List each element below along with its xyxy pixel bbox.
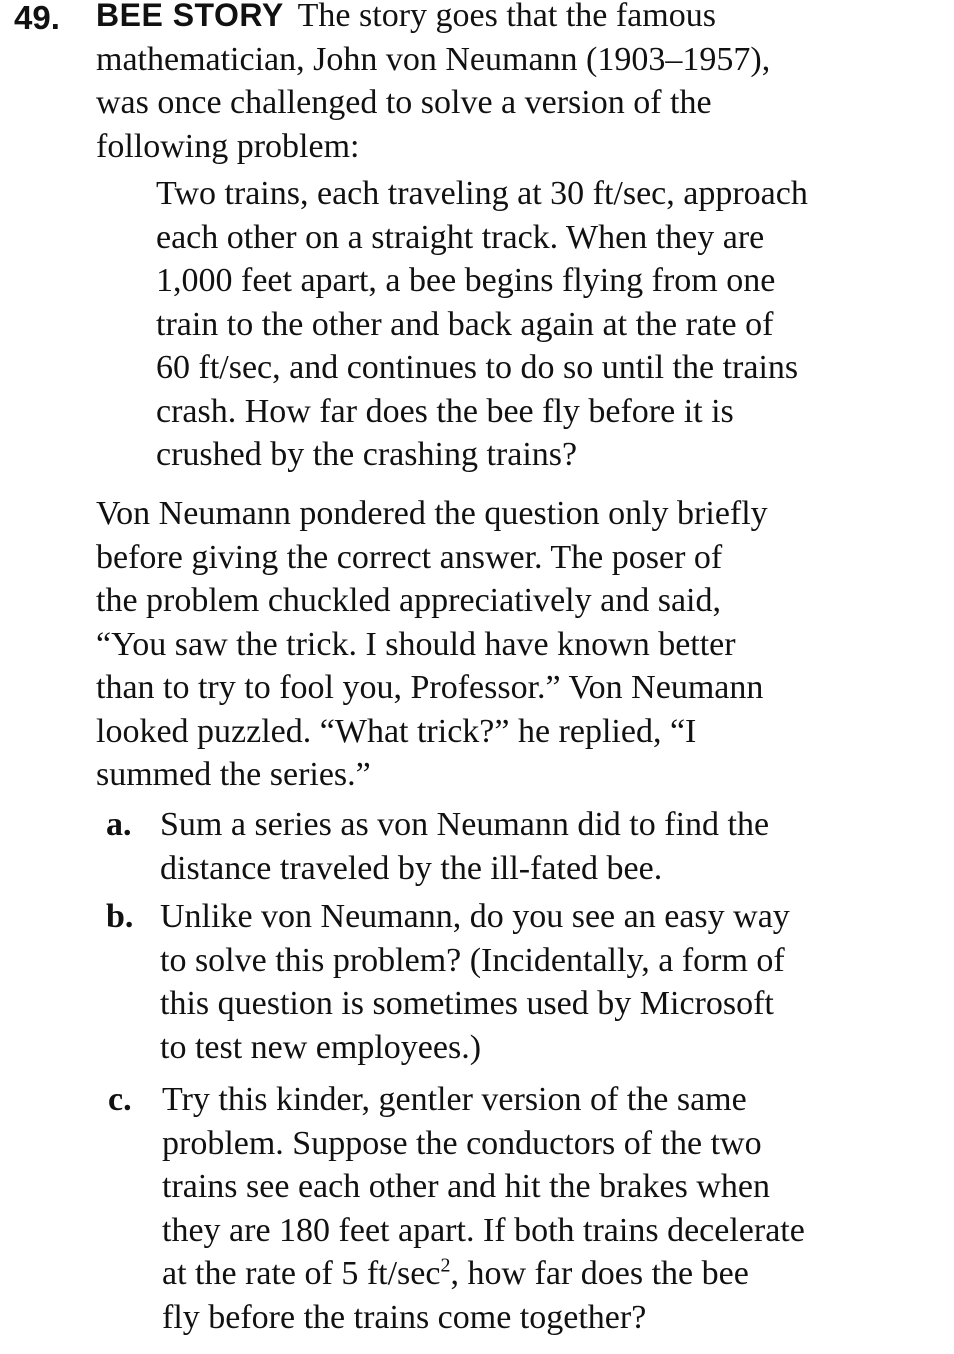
problem-title: BEE STORY <box>96 0 284 33</box>
part-c-line-5-end: , how far does the bee <box>450 1255 749 1292</box>
part-c-line-6: fly before the trains come together? <box>162 1298 647 1336</box>
part-a-label: a. <box>106 806 132 843</box>
intro-line-1-text: The story goes that the famous <box>297 0 716 34</box>
part-b-line-2: to solve this problem? (Incidentally, a form of <box>160 941 785 979</box>
part-c-line-4: they are 180 feet apart. If both trains decelerate <box>162 1211 805 1249</box>
story-line-5: than to try to fool you, Professor.” Von Neumann <box>96 669 764 706</box>
problem-quote <box>156 172 808 477</box>
part-b-line-1: Unlike von Neumann, do you see an easy way <box>160 898 790 935</box>
problem-number: 49. <box>14 0 60 36</box>
part-b-line-4: to test new employees.) <box>160 1028 482 1066</box>
quote-line-1: Two trains, each traveling at 30 ft/sec, approach <box>156 175 808 212</box>
intro-line-2: mathematician, John von Neumann (1903–1957), <box>96 40 771 78</box>
squared-exponent: 2 <box>440 1254 451 1277</box>
quote-line-7: crushed by the crashing trains? <box>156 436 578 473</box>
story-line-4: “You saw the trick. I should have known better <box>96 625 736 663</box>
part-b-line-3: this question is sometimes used by Microsoft <box>160 985 774 1022</box>
story-line-2: before giving the correct answer. The poser of <box>96 538 723 576</box>
story-line-7: summed the series.” <box>96 756 371 793</box>
part-c-line-2: problem. Suppose the conductors of the two <box>162 1124 762 1162</box>
problem-intro <box>96 0 770 168</box>
part-a-line-2: distance traveled by the ill-fated bee. <box>160 849 663 887</box>
part-c <box>108 1078 805 1339</box>
intro-line-4: following problem: <box>96 127 360 165</box>
part-a <box>106 803 770 890</box>
intro-line-1 <box>96 0 770 38</box>
quote-line-2: each other on a straight track. When they are <box>156 218 765 256</box>
part-b-label: b. <box>106 898 134 935</box>
story-line-1: Von Neumann pondered the question only briefly <box>96 495 768 532</box>
part-c-line-5 <box>162 1252 805 1296</box>
quote-line-6: crash. How far does the bee fly before it is <box>156 392 734 430</box>
part-c-line-1: Try this kinder, gentler version of the same <box>162 1081 747 1118</box>
story-line-3: the problem chuckled appreciatively and said, <box>96 582 721 619</box>
story-paragraph <box>96 492 768 797</box>
part-b <box>106 895 790 1069</box>
part-c-line-5-start: at the rate of 5 ft/sec <box>162 1255 441 1292</box>
part-a-line-1: Sum a series as von Neumann did to find the <box>160 806 770 843</box>
quote-line-4: train to the other and back again at the rate of <box>156 305 774 343</box>
story-line-6: looked puzzled. “What trick?” he replied, “I <box>96 712 697 750</box>
part-c-line-3: trains see each other and hit the brakes when <box>162 1168 770 1205</box>
intro-line-3: was once challenged to solve a version of the <box>96 84 712 121</box>
quote-line-5: 60 ft/sec, and continues to do so until the trains <box>156 349 799 386</box>
quote-line-3: 1,000 feet apart, a bee begins flying from one <box>156 262 776 299</box>
part-c-label: c. <box>108 1081 132 1118</box>
